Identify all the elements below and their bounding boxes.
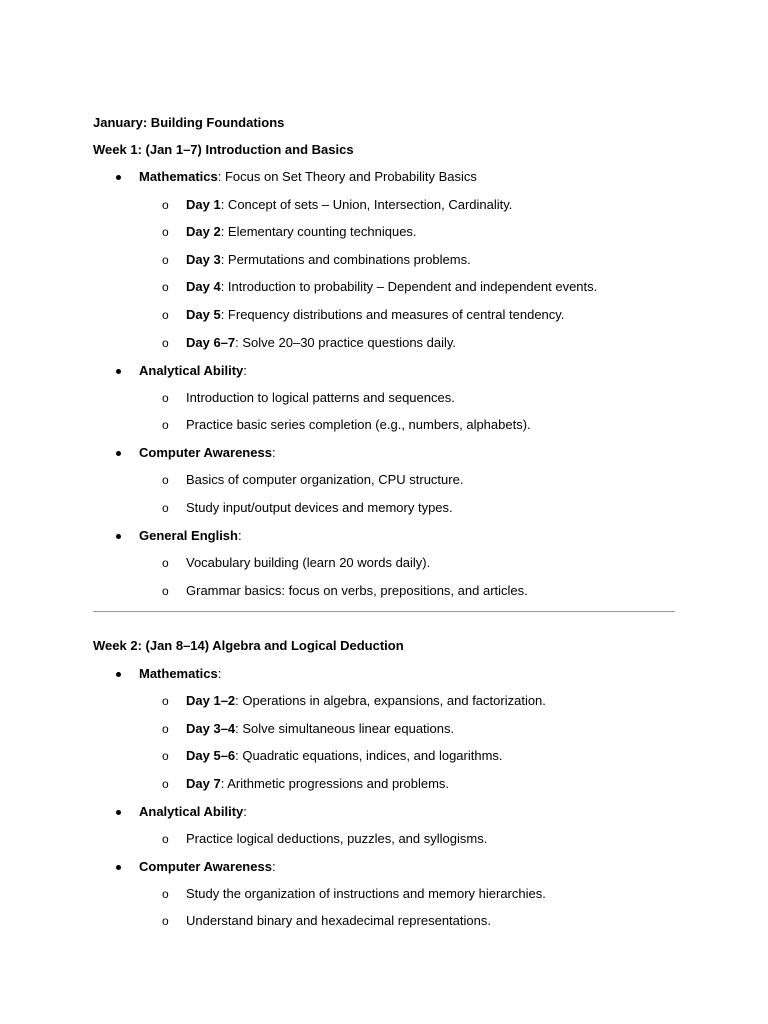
list-item: Day 6–7: Solve 20–30 practice questions daily.: [186, 335, 457, 350]
circle-bullet-icon: o: [162, 722, 169, 736]
list-item: Day 3–4: Solve simultaneous linear equations.: [186, 721, 455, 736]
list-item: Understand binary and hexadecimal representations.: [186, 913, 491, 928]
bullet-icon: [116, 865, 121, 870]
circle-bullet-icon: o: [162, 584, 169, 598]
circle-bullet-icon: o: [162, 198, 169, 212]
list-item: Day 7: Arithmetic progressions and problems.: [186, 776, 450, 791]
list-item: Study the organization of instructions and memory hierarchies.: [186, 886, 546, 901]
circle-bullet-icon: o: [162, 501, 169, 515]
circle-bullet-icon: o: [162, 749, 169, 763]
circle-bullet-icon: o: [162, 308, 169, 322]
list-item: Day 2: Elementary counting techniques.: [186, 224, 417, 239]
week1-math-topic: Mathematics: Focus on Set Theory and Probability Basics: [139, 169, 477, 184]
circle-bullet-icon: o: [162, 280, 169, 294]
circle-bullet-icon: o: [162, 887, 169, 901]
list-item: Day 5–6: Quadratic equations, indices, and logarithms.: [186, 748, 503, 763]
bullet-icon: [116, 175, 121, 180]
circle-bullet-icon: o: [162, 418, 169, 432]
circle-bullet-icon: o: [162, 694, 169, 708]
circle-bullet-icon: o: [162, 473, 169, 487]
circle-bullet-icon: o: [162, 253, 169, 267]
list-item: Day 1–2: Operations in algebra, expansions, and factorization.: [186, 693, 546, 708]
circle-bullet-icon: o: [162, 832, 169, 846]
list-item: Vocabulary building (learn 20 words daily).: [186, 555, 431, 570]
list-item: Basics of computer organization, CPU structure.: [186, 472, 464, 487]
week1-english-topic: General English:: [139, 528, 242, 543]
list-item: Study input/output devices and memory types.: [186, 500, 453, 515]
list-item: Grammar basics: focus on verbs, prepositions, and articles.: [186, 583, 528, 598]
circle-bullet-icon: o: [162, 391, 169, 405]
list-item: Day 3: Permutations and combinations problems.: [186, 252, 471, 267]
list-item: Day 4: Introduction to probability – Dependent and independent events.: [186, 279, 598, 294]
week2-computer-topic: Computer Awareness:: [139, 859, 276, 874]
week2-math-topic: Mathematics:: [139, 666, 222, 681]
week1-analytical-topic: Analytical Ability:: [139, 363, 247, 378]
circle-bullet-icon: o: [162, 777, 169, 791]
month-heading: January: Building Foundations: [93, 115, 285, 130]
circle-bullet-icon: o: [162, 556, 169, 570]
circle-bullet-icon: o: [162, 336, 169, 350]
circle-bullet-icon: o: [162, 225, 169, 239]
circle-bullet-icon: o: [162, 914, 169, 928]
week1-computer-topic: Computer Awareness:: [139, 445, 276, 460]
list-item: Practice logical deductions, puzzles, and syllogisms.: [186, 831, 488, 846]
horizontal-divider: [93, 611, 675, 612]
list-item: Day 1: Concept of sets – Union, Intersection, Cardinality.: [186, 197, 513, 212]
bullet-icon: [116, 369, 121, 374]
week2-analytical-topic: Analytical Ability:: [139, 804, 247, 819]
bullet-icon: [116, 451, 121, 456]
week1-heading: Week 1: (Jan 1–7) Introduction and Basics: [93, 142, 354, 157]
bullet-icon: [116, 810, 121, 815]
list-item: Introduction to logical patterns and sequences.: [186, 390, 455, 405]
bullet-icon: [116, 672, 121, 677]
list-item: Day 5: Frequency distributions and measures of central tendency.: [186, 307, 565, 322]
bullet-icon: [116, 534, 121, 539]
list-item: Practice basic series completion (e.g., numbers, alphabets).: [186, 417, 531, 432]
week2-heading: Week 2: (Jan 8–14) Algebra and Logical Deduction: [93, 638, 404, 653]
